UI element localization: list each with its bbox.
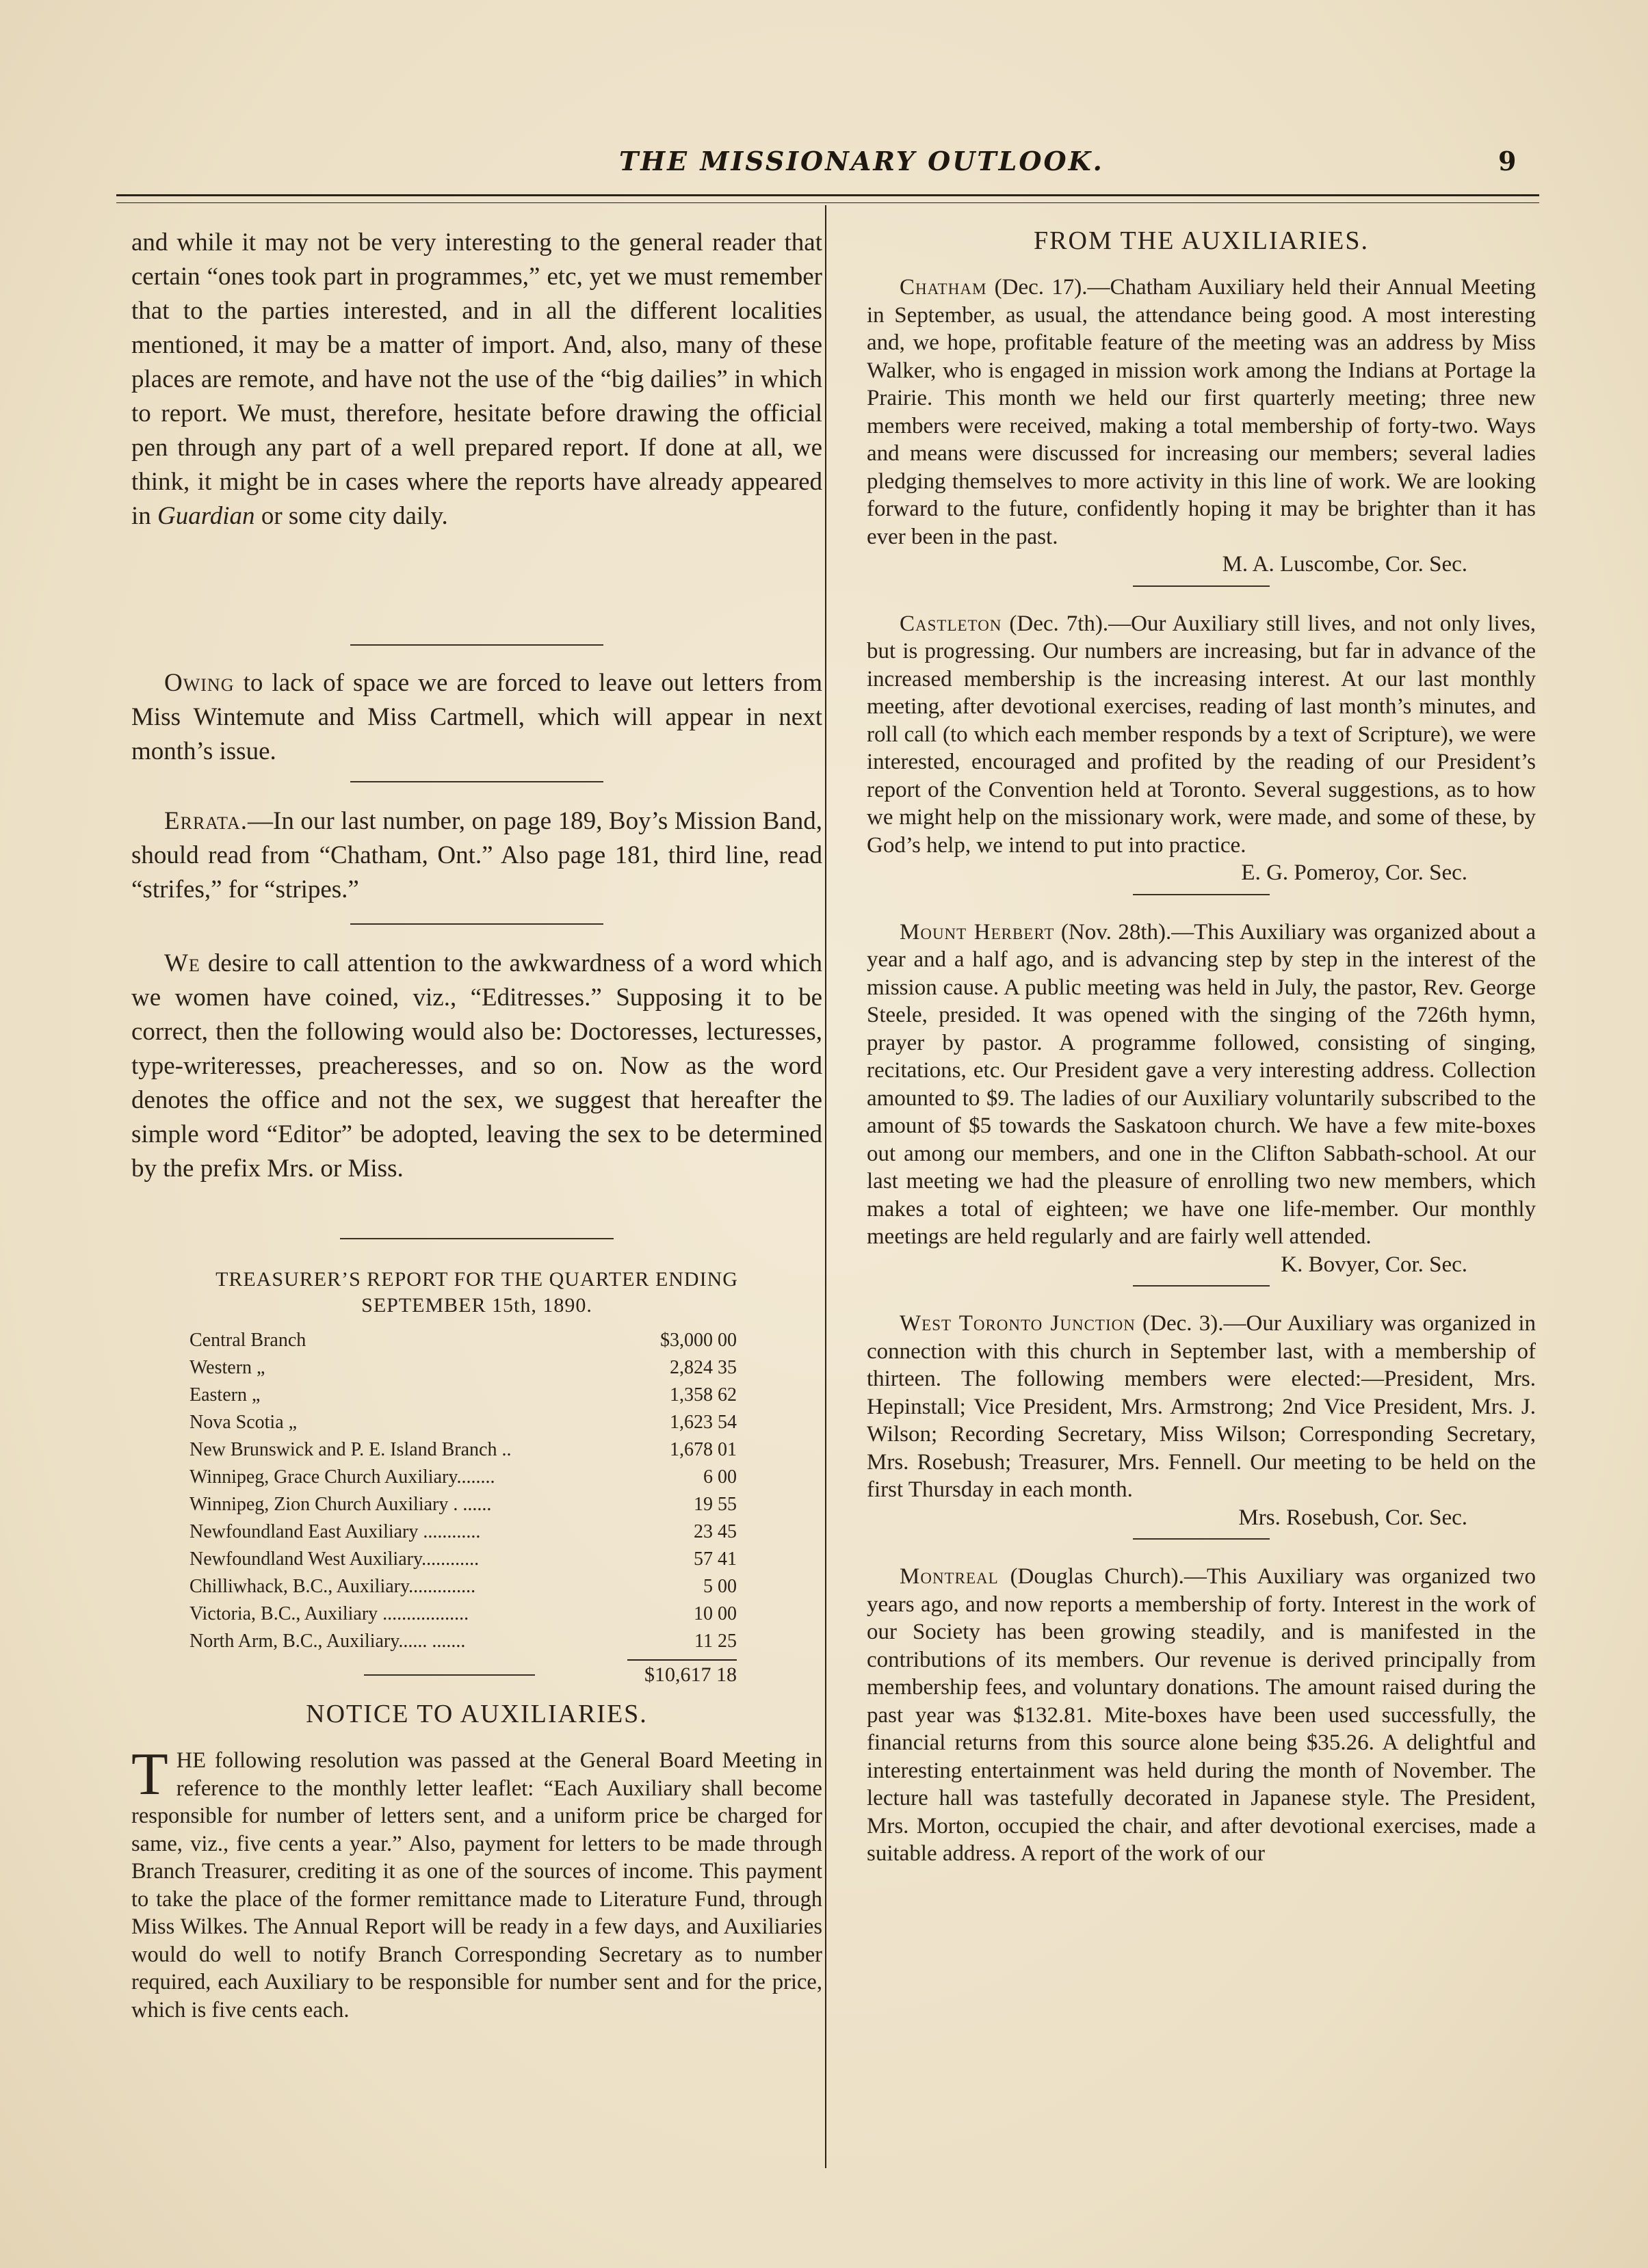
treasurer-report (131, 1267, 822, 1689)
notice-text: HE following resolution was passed at the General Board Meeting in reference to the monthly letter leaflet: “Each Auxiliary shall become responsible for number of letters sent, and a uniform price be charged for same, viz., five cents a year.” Also, payment for letters to be made through Branch Treasurer, crediting it as one of the sources of income. This payment to take the place of the former remittance made to Literature Fund, through Miss Wilkes. The Annual Report will be ready in a few days, and Auxiliaries would do well to notify Branch Corresponding Secretary as to number required, each Auxiliary to be responsible for number sent and for the price, which is five cents each. (131, 1748, 822, 2022)
table-row (189, 1327, 737, 1354)
report-body (867, 610, 1536, 860)
report-body (867, 919, 1536, 1251)
report-body (867, 1563, 1536, 1868)
left-column (131, 226, 822, 2024)
continued-article-end: or some city daily. (261, 502, 448, 530)
row-name: Western „ (189, 1357, 265, 1378)
auxiliaries-heading: FROM THE AUXILIARIES. (1034, 226, 1369, 255)
errata-note-text: —In our last number, on page 189, Boy’s Mission Band, should read from “Chatham, Ont.” Also page 181, third line, read “strifes,” for “stripes.” (131, 807, 822, 904)
report-west-toronto (867, 1310, 1536, 1531)
section-divider (1133, 1538, 1270, 1540)
table-row (189, 1464, 737, 1491)
notice-body (131, 1741, 822, 2024)
table-row (189, 1573, 737, 1600)
section-divider (350, 644, 603, 646)
table-row (189, 1409, 737, 1436)
row-name: Chilliwhack, B.C., Auxiliary.............. (189, 1576, 476, 1597)
report-text: (Douglas Church).—This Auxiliary was organized two years ago, and now reports a membership of forty. Interest in the work of our Society has been growing steadily, and is manifested in the contributions of its members. Our revenue is derived principally from membership fees, and voluntary donations. The amount raised during the past year was $132.81. Mite-boxes have been used successfully, the financial returns from this source alone being $35.26. A delightful and interesting entertainment was held during the month of November. The lecture hall was tastefully decorated in Japanese style. The President, Mrs. Morton, occupied the chair, and after devotional exercises, made a suitable address. A report of the work of our (867, 1564, 1536, 1866)
report-lead: Chatham (900, 275, 987, 300)
column-divider (825, 205, 826, 2168)
report-signature: E. G. Pomeroy, Cor. Sec. (1241, 860, 1467, 885)
editresses-note-text: desire to call attention to the awkwardness of a word which we women have coined, viz., “Editresses.” Supposing it to be correct, then the following would also be: Doctoresses, lecturesses, type-writeresses, preacheresses, and so on. Now as the word denotes the office and not the sex, we suggest that hereafter the simple word “Editor” be adopted, leaving the sex to be determined by the prefix Mrs. or Miss. (131, 949, 822, 1183)
owing-note-text: to lack of space we are forced to leave out letters from Miss Wintemute and Miss Cartmell, which will appear in next month’s issue. (131, 669, 822, 765)
row-amount: 11 25 (694, 1631, 737, 1652)
row-amount: 5 00 (703, 1576, 737, 1597)
row-name: North Arm, B.C., Auxiliary...... ....... (189, 1631, 466, 1652)
table-row (189, 1546, 737, 1573)
report-castleton (867, 610, 1536, 887)
section-divider (350, 781, 603, 782)
row-amount: 1,358 62 (670, 1384, 737, 1406)
row-name: Nova Scotia „ (189, 1412, 298, 1433)
row-amount: $3,000 00 (660, 1330, 737, 1351)
report-signature: K. Bovyer, Cor. Sec. (1281, 1252, 1467, 1277)
row-name: Central Branch (189, 1330, 306, 1351)
editresses-note (131, 947, 822, 1220)
table-row (189, 1382, 737, 1409)
table-row (189, 1436, 737, 1464)
row-name: Newfoundland East Auxiliary ............ (189, 1521, 481, 1542)
table-row (189, 1491, 737, 1518)
report-lead: Mount Herbert (900, 919, 1055, 945)
row-name: Newfoundland West Auxiliary............ (189, 1548, 480, 1570)
page-header-title: THE MISSIONARY OUTLOOK. (619, 146, 1104, 176)
editresses-note-lead: We (164, 949, 200, 977)
header-rule-thin (116, 202, 1539, 203)
continued-article-text: and while it may not be very interesting to the general reader that certain “ones took part in programmes,” etc, yet we must remember that to the parties interested, and in all the different localities mentioned, it may be a matter of import. And, also, many of these places are remote, and have not the use of the “big dailies” in which to report. We must, therefore, hesitate before drawing the official pen through any part of a well prepared report. If done at all, we think, it might be in cases where the reports have already appeared in (131, 228, 822, 530)
section-divider (364, 1674, 535, 1676)
row-amount: 1,623 54 (670, 1412, 737, 1433)
row-amount: 57 41 (694, 1548, 737, 1570)
table-row (189, 1518, 737, 1546)
owing-note (131, 666, 822, 765)
row-amount: 10 00 (694, 1603, 737, 1624)
notice-heading: NOTICE TO AUXILIARIES. (306, 1700, 648, 1728)
row-amount: 1,678 01 (670, 1439, 737, 1460)
section-divider (1133, 894, 1270, 895)
section-divider (350, 923, 603, 925)
row-name: Winnipeg, Zion Church Auxiliary . ...... (189, 1494, 492, 1515)
treasurer-report-date: SEPTEMBER 15th, 1890. (361, 1294, 592, 1317)
row-amount: 23 45 (694, 1521, 737, 1542)
table-row (189, 1354, 737, 1382)
notice-dropcap: T (131, 1741, 168, 1808)
report-chatham (867, 274, 1536, 579)
table-row (189, 1628, 737, 1655)
section-divider (1133, 1285, 1270, 1287)
right-column (867, 226, 1536, 1868)
report-signature: M. A. Luscombe, Cor. Sec. (1222, 552, 1467, 577)
row-name: Victoria, B.C., Auxiliary .................. (189, 1603, 469, 1624)
report-text: (Dec. 7th).—Our Auxiliary still lives, and not only lives, but is progressing. Our numbers are increasing, but far in advance of the increased membership is the increasing interest. At our last monthly meeting, after devotional exercises, reading of last month’s minutes, and roll call (to which each member responds by a text of Scripture), we were interested, encouraged and profited by the reading of our President’s report of the Convention held at Toronto. Several suggestions, as to how we might help on the missionary work, were made, and some of these, by God’s help, we intend to put into practice. (867, 611, 1536, 858)
treasurer-report-heading: TREASURER’S REPORT FOR THE QUARTER ENDING (215, 1268, 738, 1291)
report-text: (Dec. 3).—Our Auxiliary was organized in connection with this church in September last, with a membership of thirteen. The following members were elected:—President, Mrs. Hepinstall; Vice President, Mrs. Armstrong; 2nd Vice President, Mrs. J. Wilson; Recording Secretary, Miss Wilson; Corresponding Secretary, Mrs. Rosebush; Treasurer, Mrs. Fennell. Our meeting to be held on the first Thursday in each month. (867, 1311, 1536, 1502)
report-signature: Mrs. Rosebush, Cor. Sec. (1238, 1505, 1467, 1530)
table-row (189, 1600, 737, 1628)
report-body (867, 274, 1536, 551)
total-amount: $10,617 18 (644, 1663, 737, 1686)
section-divider (1133, 585, 1270, 587)
row-name: Eastern „ (189, 1384, 261, 1406)
row-name: Winnipeg, Grace Church Auxiliary........ (189, 1466, 495, 1488)
report-lead: Montreal (900, 1564, 999, 1589)
report-montreal (867, 1563, 1536, 1868)
errata-note (131, 804, 822, 907)
report-lead: Castleton (900, 611, 1002, 636)
report-mount-herbert (867, 919, 1536, 1279)
row-amount: 6 00 (703, 1466, 737, 1488)
owing-note-lead: Owing (164, 669, 235, 697)
continued-article (131, 226, 822, 629)
report-text: (Nov. 28th).—This Auxiliary was organized about a year and a half ago, and is advancing step by step in the interest of the mission cause. A public meeting was held in July, the pastor, Rev. George Steele, presided. It was opened with the singing of the 726th hymn, prayer by pastor. A programme followed, consisting of singing, recitations, etc. Our President gave a very interesting address. Collection amounted to $9. The ladies of our Auxiliary voluntarily subscribed to the amount of $5 towards the Saskatoon church. We have a few mite-boxes out among our members, and one in the Clifton Sabbath-school. At our last meeting we had the pleasure of enrolling two new members, which makes a total of eighteen; we have one life-member. Our monthly meetings are held regularly and are fairly well attended. (867, 919, 1536, 1249)
row-amount: 2,824 35 (670, 1357, 737, 1378)
row-name: New Brunswick and P. E. Island Branch .. (189, 1439, 512, 1460)
report-lead: West Toronto Junction (900, 1311, 1136, 1336)
header-rule (116, 194, 1539, 196)
report-body (867, 1310, 1536, 1504)
section-divider (340, 1238, 614, 1239)
report-text: (Dec. 17).—Chatham Auxiliary held their Annual Meeting in September, as usual, the attendance being good. A most interesting and, we hope, profitable feature of the meeting was an address by Miss Walker, who is engaged in mission work among the Indians at Portage la Prairie. This month we held our first quarterly meeting; three new members were received, making a total membership of forty-two. Ways and means were discussed for increasing our members; several ladies pledging themselves to more activity in this line of work. We are looking forward to the future, confidently hoping it may be brighter than it has ever been in the past. (867, 275, 1536, 549)
page-number: 9 (1498, 146, 1517, 176)
row-amount: 19 55 (694, 1494, 737, 1515)
treasurer-report-table (189, 1327, 737, 1689)
errata-note-lead: Errata. (164, 807, 248, 835)
continued-article-italic: Guardian (157, 502, 255, 530)
